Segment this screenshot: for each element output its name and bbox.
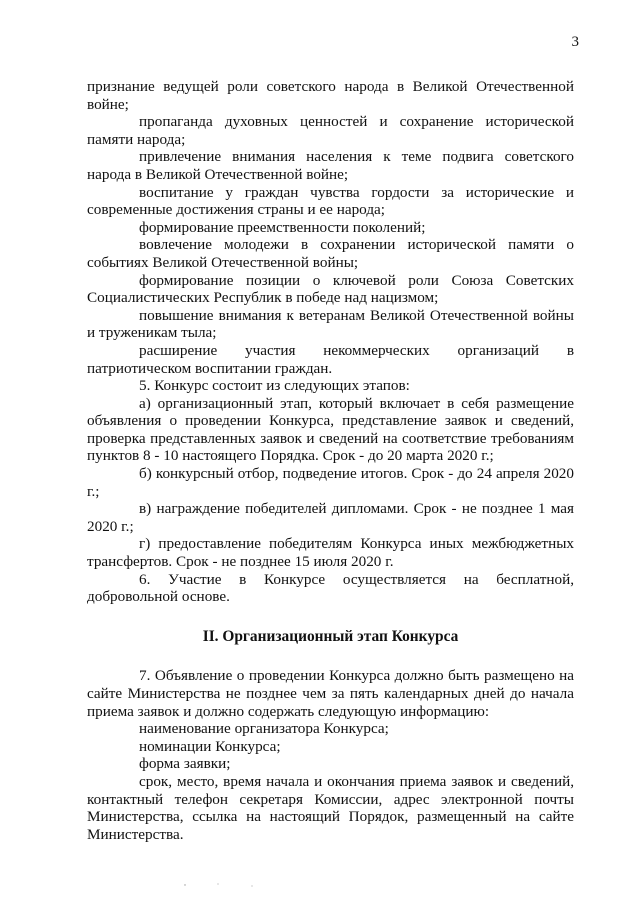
paragraph: расширение участия некоммерческих организаций в патриотическом воспитании граждан. [87,341,574,377]
paragraph: номинации Конкурса; [139,737,281,755]
paragraph: привлечение внимания населения к теме подвига советского народа в Великой Отечественной войне; [87,148,574,183]
paragraph: пропаганда духовных ценностей и сохранение исторической памяти народа; [87,113,574,148]
paragraph: повышение внимания к ветеранам Великой Отечественной войны и труженикам тыла; [87,306,574,342]
paragraph: вовлечение молодежи в сохранении исторической памяти о событиях Великой Отечественной войны; [87,236,574,271]
paragraph: г) предоставление победителям Конкурса иных межбюджетных трансфертов. Срок - не позднее 15 июля 2020 г. [87,535,574,571]
paragraph: форма заявки; [139,755,231,773]
paragraph: в) награждение победителей дипломами. Срок - не позднее 1 мая 2020 г.; [87,500,574,535]
document-body [87,78,574,843]
paragraph: признание ведущей роли советского народа в Великой Отечественной войне; [87,78,574,113]
paragraph: воспитание у граждан чувства гордости за исторические и современные достижения страны и ее народа; [87,183,574,219]
page-number: 3 [571,34,579,50]
section-heading: II. Организационный этап Конкурса [202,627,459,645]
paragraph: б) конкурсный отбор, подведение итогов. Срок - до 24 апреля 2020 г.; [87,465,574,500]
paragraph: а) организационный этап, который включает в себя размещение объявления о проведении Конкурса, представление заявок и сведений, проверка представленных заявок и сведений на соответствие требованиям пунктов 8 - 10 настоящего Порядка. Срок - до 20 марта 2020 г.; [87,394,574,465]
paragraph: срок, место, время начала и окончания приема заявок и сведений, контактный телефон секретаря Комиссии, адрес электронной почты Министерства, ссылка на настоящий Порядок, размещенный на сайте Министерства. [87,772,574,843]
paragraph: наименование организатора Конкурса; [139,720,389,738]
paragraph: 5. Конкурс состоит из следующих этапов: [139,377,410,395]
paragraph: формирование преемственности поколений; [139,218,426,236]
paragraph: формирование позиции о ключевой роли Союза Советских Социалистических Республик в победе над нацизмом; [87,271,574,307]
paragraph: 6. Участие в Конкурсе осуществляется на бесплатной, добровольной основе. [87,570,574,606]
paragraph: 7. Объявление о проведении Конкурса должно быть размещено на сайте Министерства не позднее чем за пять календарных дней до начала приема заявок и должно содержать следующую информацию: [87,667,574,720]
scan-specks [180,882,280,888]
